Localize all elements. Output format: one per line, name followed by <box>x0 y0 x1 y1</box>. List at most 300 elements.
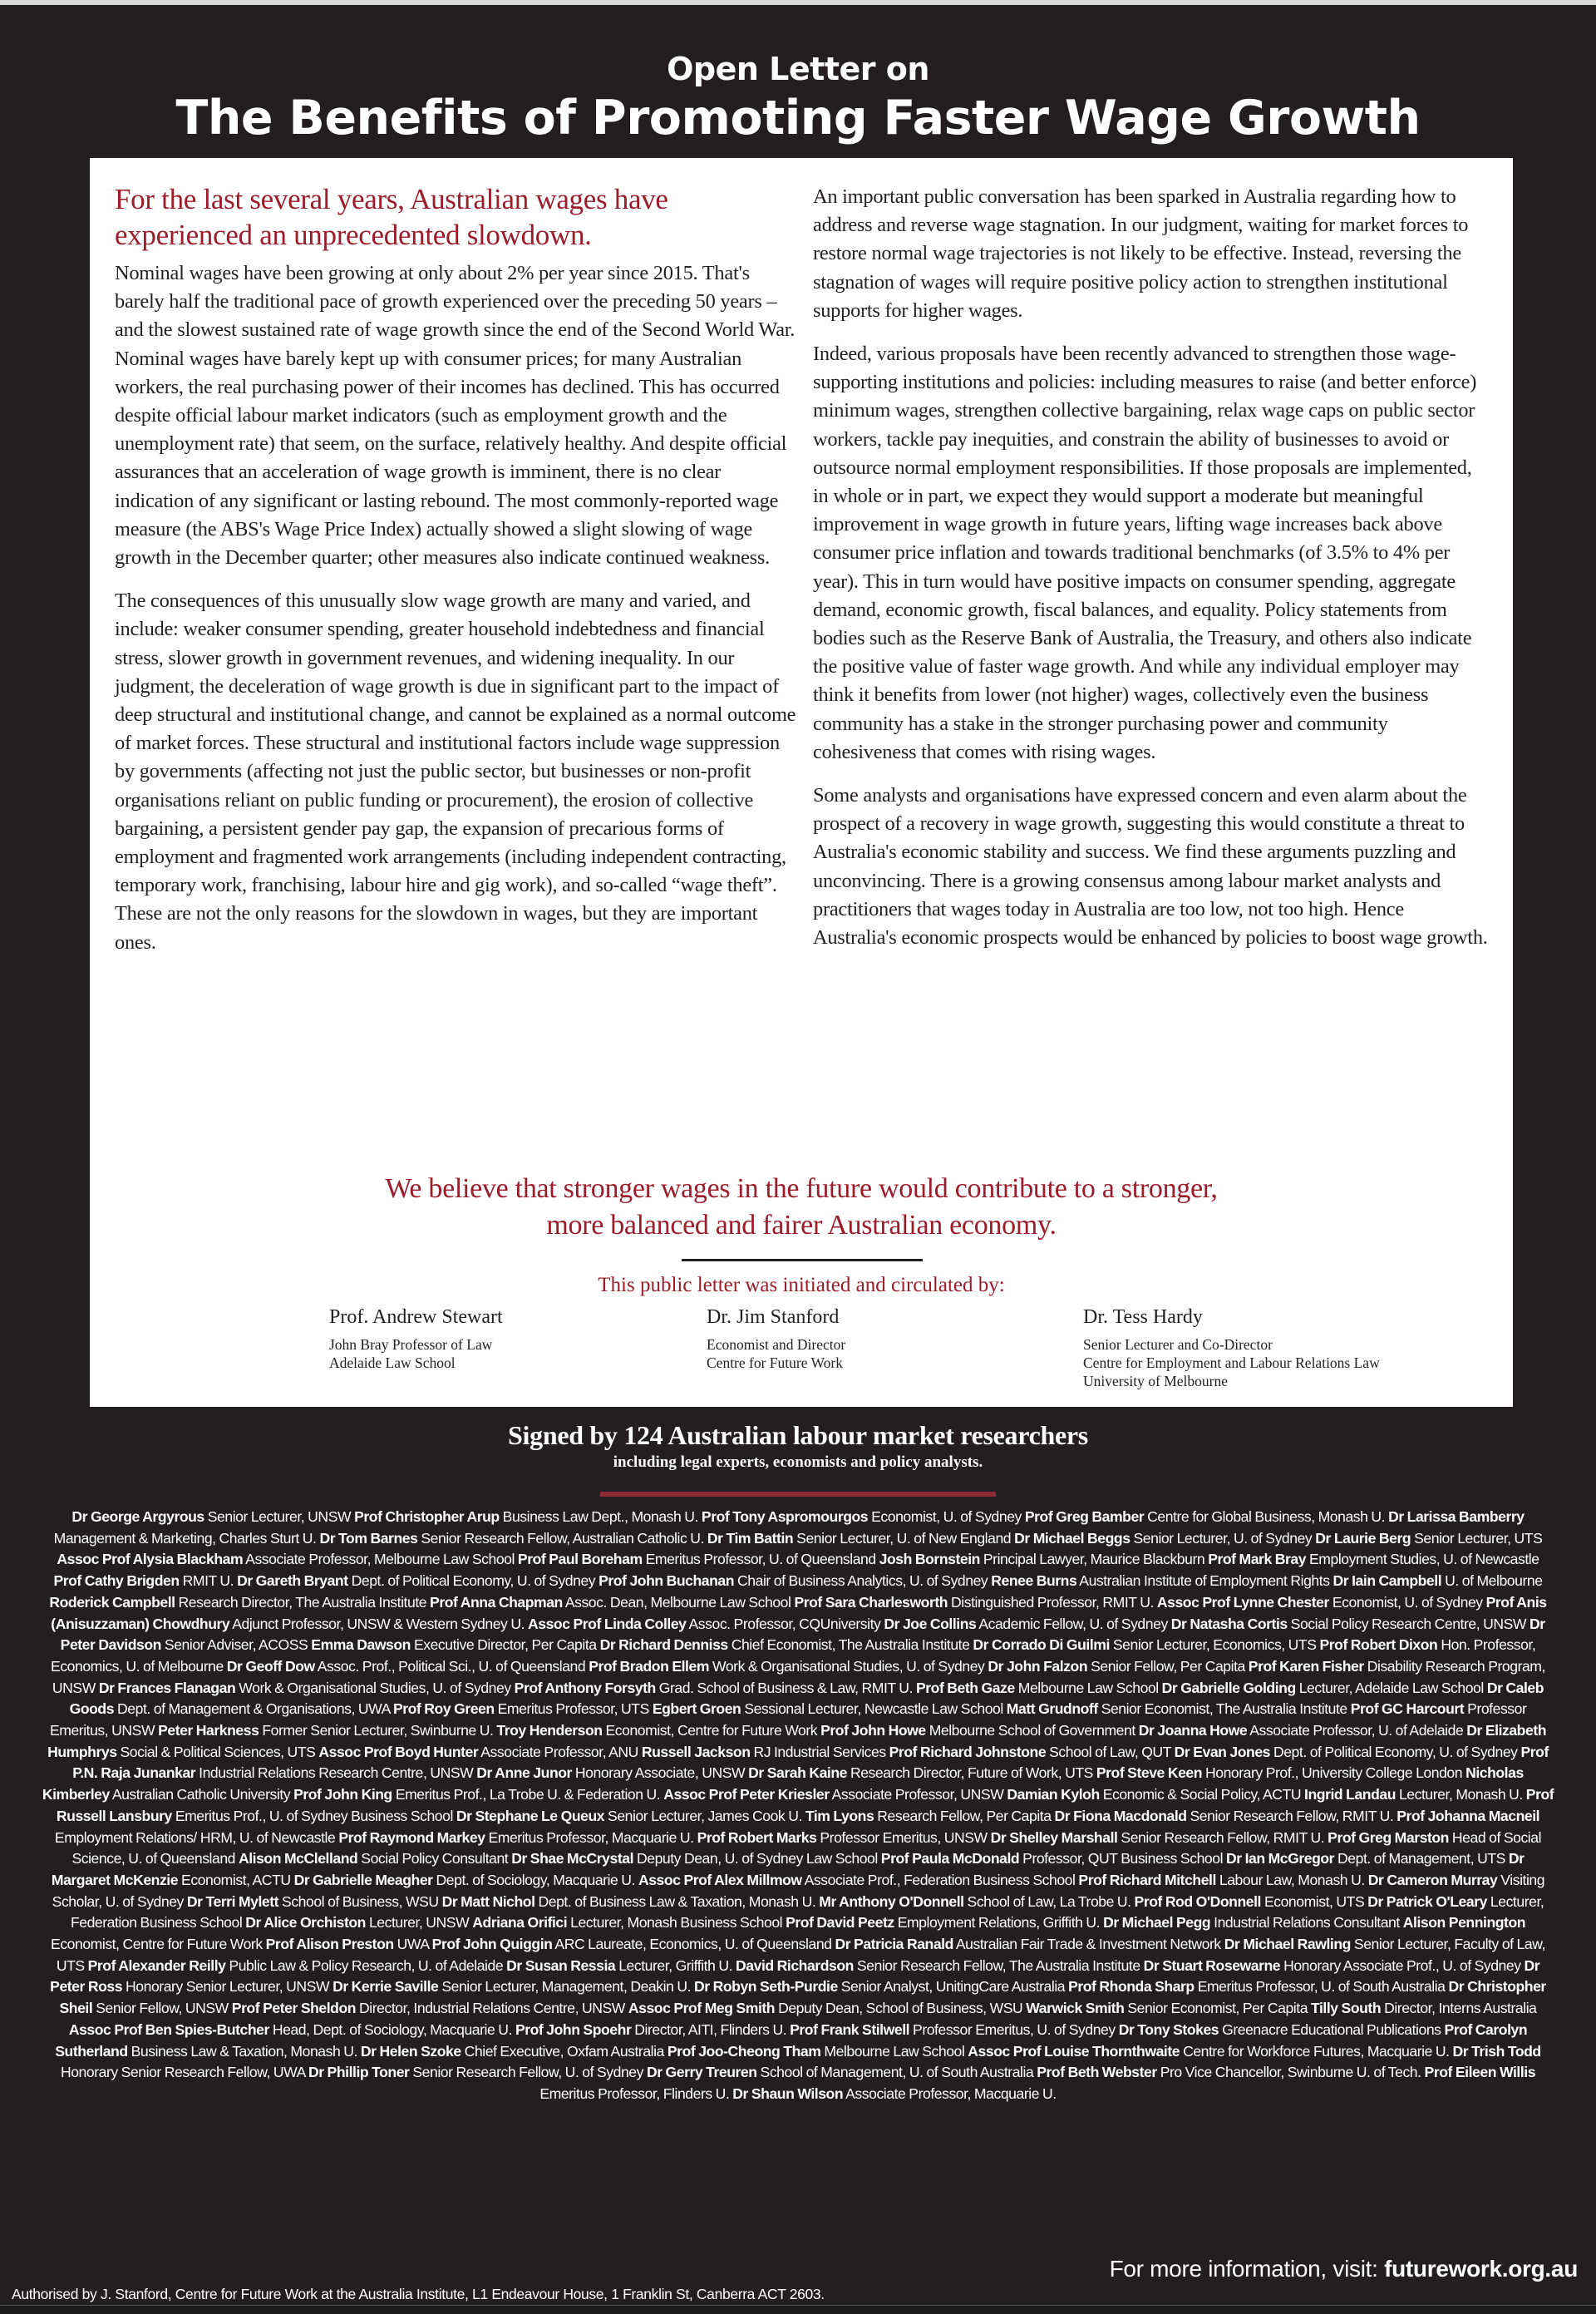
signatory <box>1078 1872 1364 1888</box>
signatory-affiliation: Social Policy Research Centre, UNSW <box>1290 1615 1527 1632</box>
signatory-name: Dr Frances Flanagan <box>98 1679 236 1696</box>
signatory-affiliation: Greenacre Educational Publications <box>1222 2020 1441 2038</box>
signatory-name: Dr Gabrielle Golding <box>1161 1679 1296 1696</box>
signatory-affiliation: Professor Emeritus, UNSW <box>820 1828 988 1846</box>
signatory-name: Dr Peter Davidson <box>60 1615 1545 1654</box>
signatory-affiliation: RMIT U. <box>182 1572 234 1590</box>
signatory-affiliation: Visiting Scholar, U. of Sydney <box>52 1871 1545 1910</box>
signatory-name: Assoc Prof Meg Smith <box>628 2000 776 2017</box>
signatory <box>819 1893 1130 1910</box>
signatory-affiliation: Senior Research Fellow, RMIT U. <box>1121 1828 1325 1846</box>
signatory <box>1144 1957 1521 1974</box>
signatory-affiliation: Lecturer, Monash U. <box>1398 1786 1523 1803</box>
signatory-name: Prof Carolyn Sutherland <box>55 2020 1528 2060</box>
signatory-affiliation: School of Management, U. of South Australia <box>760 2064 1034 2081</box>
signatory <box>311 1636 596 1653</box>
signatory <box>653 1700 1003 1717</box>
signatory <box>354 1508 698 1525</box>
signatory <box>736 1957 1140 1974</box>
signatory-affiliation: Head of Social Science, U. of Queensland <box>71 1828 1542 1867</box>
initiator-role: Centre for Employment and Labour Relations Law <box>1083 1354 1380 1371</box>
signatory <box>338 1829 693 1846</box>
initiator-name: Dr. Tess Hardy <box>1083 1306 1203 1328</box>
signatory-name: Prof Anis (Anisuzzaman) Chowdhury <box>51 1593 1547 1632</box>
signatory <box>702 1508 1022 1525</box>
signatory-affiliation: Senior Research Fellow, Australian Catholic U. <box>421 1529 704 1547</box>
signatory-name: Prof John King <box>293 1786 392 1803</box>
signatory-name: Prof Robert Marks <box>697 1828 817 1846</box>
signatory-affiliation: Melbourne Law School <box>824 2042 965 2060</box>
signatory-affiliation: Grad. School of Business & Law, RMIT U. <box>658 1679 914 1696</box>
signatory-affiliation: Chief Executive, Oxfam Australia <box>464 2042 664 2060</box>
signatory <box>884 1616 1167 1632</box>
signatory <box>638 1872 1076 1888</box>
signatory <box>237 1572 595 1589</box>
signatory-name: Prof Alexander Reilly <box>87 1956 226 1974</box>
signatory-affiliation: UWA <box>397 1936 429 1953</box>
initiator-block <box>707 1304 845 1372</box>
signatory-affiliation: Academic Fellow, U. of Sydney <box>978 1615 1168 1632</box>
signatory-affiliation: Senior Economist, Per Capita <box>1127 2000 1308 2017</box>
signatory <box>308 2064 643 2080</box>
signatory <box>794 1594 1153 1611</box>
signatory <box>1007 1786 1301 1803</box>
signatory-name: Dr Corrado Di Guilmi <box>973 1636 1110 1654</box>
signatory-name: Assoc Prof Peter Kriesler <box>663 1786 830 1803</box>
signatory-name: Prof Greg Marston <box>1328 1828 1449 1846</box>
signatory-affiliation: Professor Emeritus, UNSW <box>49 1700 1527 1739</box>
signatory-affiliation: Executive Director, Per Capita <box>413 1636 597 1654</box>
website-link[interactable]: futurework.org.au <box>1384 2256 1578 2282</box>
initiator-role: Adelaide Law School <box>329 1354 456 1371</box>
bottom-border <box>0 2305 1596 2314</box>
signatory <box>496 1722 817 1739</box>
signatory-name: Prof John Spoehr <box>515 2020 632 2038</box>
signatory-name: Prof Alison Preston <box>265 1936 394 1953</box>
signatory-name: Nicholas Kimberley <box>42 1764 1524 1803</box>
conclusion-statement <box>90 1171 1513 1244</box>
signatory <box>1175 1744 1518 1760</box>
initiator-name: Prof. Andrew Stewart <box>329 1306 503 1328</box>
signatory-name: Dr Geoff Dow <box>226 1657 315 1675</box>
signatory-affiliation: Economist, U. of Sydney <box>1332 1593 1483 1611</box>
signatory-name: Prof John Howe <box>820 1722 926 1739</box>
signatory-affiliation: Senior Fellow, UNSW <box>96 2000 229 2017</box>
signatory-affiliation: Senior Lecturer, UTS <box>1414 1529 1543 1547</box>
signatory-affiliation: Senior Lecturer, Faculty of Law, UTS <box>56 1936 1545 1974</box>
signatory <box>889 1744 1171 1760</box>
signatory-name: Dr Tom Barnes <box>319 1529 418 1547</box>
signatory <box>1333 1572 1543 1589</box>
signatory-affiliation: Senior Economist, The Australia Institute <box>1101 1700 1347 1718</box>
signatory-name: Dr Peter Ross <box>50 1956 1540 1996</box>
signatory-name: Dr Evan Jones <box>1174 1743 1271 1760</box>
signatory-name: Tim Lyons <box>805 1807 874 1824</box>
signatory-name: Dr Michael Beggs <box>1014 1529 1130 1547</box>
signatory-name: Alison Pennington <box>1402 1914 1526 1932</box>
letter-column-left <box>115 181 796 972</box>
signatory-affiliation: Former Senior Lecturer, Swinburne U. <box>262 1722 494 1739</box>
signatory <box>1162 1680 1484 1696</box>
signatory-affiliation: Senior Lecturer, U. of New England <box>796 1529 1012 1547</box>
signatory <box>1014 1530 1312 1547</box>
signatory <box>53 1572 234 1589</box>
signatory-affiliation: Australian Fair Trade & Investment Network <box>955 1936 1221 1953</box>
signatory-name: Dr Stuart Rosewarne <box>1143 1956 1281 1974</box>
signatory-affiliation: Associate Professor, ANU <box>480 1743 638 1760</box>
signatory-name: Assoc Prof Ben Spies-Butcher <box>68 2020 269 2038</box>
signatory-affiliation: Dept. of Management & Organisations, UWA <box>117 1700 390 1718</box>
signatory-name: Prof Rod O'Donnell <box>1134 1892 1261 1910</box>
signatory <box>1096 1764 1462 1781</box>
signatory-affiliation: Emeritus Professor, Macquarie U. <box>488 1828 694 1846</box>
signatory-affiliation: Economic & Social Policy, ACTU <box>1102 1786 1302 1803</box>
signatory-affiliation: Honorary Associate, UNSW <box>574 1764 746 1782</box>
signatory <box>835 1936 1220 1952</box>
signatory-name: Dr Patrick O'Leary <box>1367 1892 1487 1910</box>
signatory <box>1055 1808 1394 1824</box>
signatory-affiliation: Economist, ACTU <box>181 1871 291 1888</box>
body-paragraph: An important public conversation has been sparked in Australia regarding how to address and reverse wage stagnation. In our judgment, waiting for market forces to restore normal wage trajectories is not likely to be effective. Instead, reversing the stagnation of wages will require positive policy action to strengthen institutional supports for higher wages. <box>813 185 1469 322</box>
signatory-name: Dr Laurie Berg <box>1315 1529 1411 1547</box>
signatory <box>694 1978 1065 1995</box>
letter-column-right <box>813 183 1490 967</box>
divider <box>682 1259 923 1261</box>
signatory <box>472 1914 782 1931</box>
signatory <box>1157 1594 1483 1611</box>
signatory-affiliation: Senior Lecturer, James Cook U. <box>608 1807 802 1824</box>
signatory-name: Prof Peter Sheldon <box>231 2000 357 2017</box>
signatory-affiliation: Lecturer, Griffith U. <box>618 1956 733 1974</box>
signatory-name: Dr Patricia Ranald <box>835 1936 953 1953</box>
signatory-name: Prof Rhonda Sharp <box>1068 1978 1195 1996</box>
signatory-name: Warwick Smith <box>1026 2000 1125 2017</box>
initiated-by-label: This public letter was initiated and circulated by: <box>598 1274 1005 1296</box>
initiator-role: John Bray Professor of Law <box>329 1336 493 1353</box>
signatory-name: Dr Anne Junor <box>476 1764 572 1782</box>
signatory <box>476 1764 745 1781</box>
signatory-name: Prof Christopher Arup <box>354 1508 500 1525</box>
signatory-affiliation: Emeritus Professor, Flinders U. <box>539 2085 730 2102</box>
signatory <box>1135 1893 1365 1910</box>
top-border <box>0 0 1596 5</box>
signatory-name: Assoc Prof Alysia Blackham <box>57 1551 244 1568</box>
signatory-name: Prof Joo-Cheong Tham <box>667 2042 821 2060</box>
signatory <box>158 1722 493 1739</box>
signatory-name: Assoc Prof Lynne Chester <box>1156 1593 1329 1611</box>
signatory-affiliation: Adjunct Professor, UNSW & Western Sydney U. <box>232 1615 525 1632</box>
signatory-name: Dr George Argyrous <box>71 1508 204 1525</box>
signatory <box>332 1978 691 1995</box>
signatory-affiliation: Senior Fellow, Per Capita <box>1091 1657 1245 1675</box>
signatory <box>294 1872 635 1888</box>
signatory-name: Dr Gabrielle Meagher <box>293 1871 433 1888</box>
signatory-name: Dr Iain Campbell <box>1332 1572 1442 1590</box>
signatory-name: Dr Matt Nichol <box>441 1892 535 1910</box>
signatory-name: Alison McClelland <box>238 1850 358 1867</box>
signatory-affiliation: Head, Dept. of Sociology, Macquarie U. <box>272 2020 512 2038</box>
signatory-affiliation: Employment Studies, U. of Newcastle <box>1309 1551 1539 1568</box>
signatory-affiliation: Senior Lecturer, Management, Deakin U. <box>441 1978 692 1996</box>
signatory-name: Troy Henderson <box>496 1722 603 1739</box>
signatory-name: Prof Tony Aspromourgos <box>701 1508 869 1525</box>
signatory-name: David Richardson <box>736 1956 854 1974</box>
signatory <box>239 1850 508 1867</box>
signatory-name: Assoc Prof Alex Millmow <box>638 1871 802 1888</box>
lead-statement: For the last several years, Australian wages have experienced an unprecedented slowdown. <box>115 183 668 251</box>
signatory <box>1226 1850 1505 1867</box>
signatory-affiliation: Assoc. Prof., Political Sci., U. of Queensland <box>317 1657 586 1675</box>
signatory-affiliation: Director, Industrial Relations Centre, UNSW <box>359 2000 625 2017</box>
signatory-name: Prof Karen Fisher <box>1248 1657 1364 1675</box>
initiator-role: Economist and Director <box>707 1336 846 1353</box>
signatory-affiliation: Distinguished Professor, RMIT U. <box>951 1593 1154 1611</box>
signatory <box>667 2043 964 2060</box>
signatory <box>748 1764 1093 1781</box>
signatory <box>697 1829 988 1846</box>
signatory-name: Prof Paul Boreham <box>517 1551 643 1568</box>
signatory-name: Renee Burns <box>991 1572 1077 1590</box>
signatory-affiliation: Assoc. Professor, CQUniversity <box>688 1615 881 1632</box>
signatory <box>99 1680 511 1696</box>
signatory-affiliation: Dept. of Business Law & Taxation, Monash U. <box>538 1892 816 1910</box>
signatory-affiliation: Social & Political Sciences, UTS <box>120 1743 316 1760</box>
signatory-name: Egbert Groen <box>652 1700 741 1718</box>
signatory-affiliation: Lecturer, Adelaide Law School <box>1298 1679 1484 1696</box>
signatory <box>786 1914 1100 1931</box>
signatory-affiliation: Economist, Centre for Future Work <box>51 1936 263 1953</box>
signatory-affiliation: Senior Lecturer, UNSW <box>207 1508 352 1525</box>
signatory <box>642 1744 886 1760</box>
signatory-name: Dr Robyn Seth-Purdie <box>694 1978 838 1996</box>
signatory <box>598 1572 988 1589</box>
signatory <box>1315 1530 1542 1547</box>
signatory <box>991 1572 1329 1589</box>
signatory-name: Prof Johanna Macneil <box>1396 1807 1540 1824</box>
signatory-affiliation: Industrial Relations Research Centre, UNSW <box>199 1764 474 1782</box>
signatory-affiliation: Senior Research Fellow, U. of Sydney <box>412 2064 643 2081</box>
signatory <box>245 1914 469 1931</box>
signatory-name: Prof Beth Gaze <box>915 1679 1015 1696</box>
signatory-name: Dr Sarah Kaine <box>748 1764 847 1782</box>
signatory <box>227 1658 585 1675</box>
signatory-affiliation: Public Law & Policy Research, U. of Adelaide <box>229 1956 504 1974</box>
signatory <box>49 1594 426 1611</box>
signed-subheading: including legal experts, economists and policy analysts. <box>613 1453 983 1471</box>
more-info-label: For more information, visit: <box>1109 2256 1378 2282</box>
signatory-name: Ingrid Landau <box>1304 1786 1396 1803</box>
signatory <box>518 1551 876 1567</box>
more-info <box>1110 2255 1578 2283</box>
signatory-name: Dr Alice Orchiston <box>245 1914 366 1932</box>
signatory <box>515 2021 786 2038</box>
signatory-affiliation: School of Law, QUT <box>1049 1743 1171 1760</box>
signatory-affiliation: Honorary Associate Prof., U. of Sydney <box>1283 1956 1521 1974</box>
signatory <box>506 1957 732 1974</box>
signatory-affiliation: Australian Catholic University <box>111 1786 291 1803</box>
signatory-affiliation: Professor, QUT Business School <box>1022 1850 1224 1867</box>
body-paragraph: Nominal wages have been growing at only about 2% per year since 2015. That's barely half the traditional pace of growth experienced over the preceding 50 years – and the slowest sustained rate of wage growth since the end of the Second World War. Nominal wages have barely kept up with consumer prices; for many Australian workers, the real purchasing power of their incomes has declined. This has occurred despite official labour market indicators (such as employment growth and the unemployment rate) that seem, on the surface, relatively healthy. And despite official assurances that an acceleration of wage growth is imminent, there is no clear indication of any significant or lasting rebound. The most commonly-reported wage measure (the ABS's Wage Price Index) actually showed a slight slowing of wage growth in the December quarter; other measures also indicate continued weakness. <box>115 262 796 570</box>
signatory-name: Prof Richard Mitchell <box>1078 1871 1216 1888</box>
signatory <box>430 1594 791 1611</box>
signatory-affiliation: Senior Adviser, ACOSS <box>164 1636 308 1654</box>
signatory <box>991 1829 1325 1846</box>
signatory-affiliation: Management & Marketing, Charles Sturt U. <box>53 1529 317 1547</box>
signatory-affiliation: Associate Professor, UNSW <box>831 1786 1004 1803</box>
signatory-affiliation: Director, Interns Australia <box>1384 2000 1537 2017</box>
signatory-affiliation: ARC Laureate, Economics, U. of Queensland <box>554 1936 832 1953</box>
signatory-name: Prof Roy Green <box>392 1700 495 1718</box>
authorisation-notice: Authorised by J. Stanford, Centre for Future Work at the Australia Institute, L1 Endeavour House, 1 Franklin St, Canberra ACT 2603. <box>12 2286 825 2302</box>
signatory-affiliation: Dept. of Management, UTS <box>1337 1850 1505 1867</box>
signatory-name: Dr Natasha Cortis <box>1170 1615 1288 1632</box>
header-kicker: Open Letter on <box>667 51 929 87</box>
signatory-name: Prof Bradon Ellem <box>589 1657 710 1675</box>
signatory-name: Peter Harkness <box>158 1722 259 1739</box>
signatory <box>1304 1786 1523 1803</box>
signatory <box>628 2000 1022 2016</box>
signed-heading: Signed by 124 Australian labour market researchers <box>508 1420 1088 1450</box>
signatory-affiliation: Research Director, Future of Work, UTS <box>850 1764 1093 1782</box>
signatory-affiliation: Associate Professor, U. of Adelaide <box>1249 1722 1464 1739</box>
signatory-affiliation: Research Fellow, Per Capita <box>877 1807 1052 1824</box>
signatory-name: Dr Caleb Goods <box>69 1679 1544 1718</box>
signatory-name: Prof Raymond Markey <box>338 1828 485 1846</box>
signatory-name: Emma Dawson <box>311 1636 411 1654</box>
signatory-name: Dr Trish Todd <box>1452 2042 1541 2060</box>
signatory-affiliation: Economist, UTS <box>1264 1892 1365 1910</box>
signatory <box>71 1508 351 1525</box>
signatory-name: Mr Anthony O'Donnell <box>819 1892 964 1910</box>
signatory-affiliation: Hon. Professor, Economics, U. of Melbourne <box>51 1636 1536 1675</box>
letter-body-panel <box>90 158 1513 1407</box>
signatory-name: Dr Susan Ressia <box>506 1956 616 1974</box>
signatory-name: Prof P.N. Raja Junankar <box>72 1743 1549 1782</box>
signatory-name: Prof Russell Lansbury <box>56 1786 1554 1824</box>
initiator-block <box>1083 1304 1380 1390</box>
signatory-name: Prof David Peetz <box>786 1914 894 1932</box>
signatory-affiliation: Emeritus Prof., La Trobe U. & Federation U. <box>395 1786 661 1803</box>
signatory-affiliation: Emeritus Professor, UTS <box>497 1700 649 1718</box>
signatory <box>732 2085 1056 2102</box>
signatory-affiliation: Professor Emeritus, U. of Sydney <box>913 2020 1116 2038</box>
signatory-affiliation: Senior Research Fellow, RMIT U. <box>1190 1807 1394 1824</box>
signatory-name: Dr Shaun Wilson <box>732 2085 844 2102</box>
initiator-role: Centre for Future Work <box>707 1354 843 1371</box>
page-title: The Benefits of Promoting Faster Wage Growth <box>175 91 1421 146</box>
body-paragraph: Some analysts and organisations have expressed concern and even alarm about the prospect of a recovery in wage growth, suggesting this would constitute a threat to Australia's economic stability and success. We find these arguments puzzling and unconvincing. There is a growing consensus among labour market analysts and practitioners that wages today in Australia are too low, not too high. Hence Australia's economic prospects would be enhanced by policies to boost wage growth. <box>813 784 1488 950</box>
signatory-name: Prof Paula McDonald <box>880 1850 1020 1867</box>
signatory-name: Roderick Campbell <box>49 1593 175 1611</box>
signatory-name: Matt Grudnoff <box>1006 1700 1098 1718</box>
signatory <box>1208 1551 1539 1567</box>
signatory <box>663 1786 1003 1803</box>
signatory-affiliation: Chair of Business Analytics, U. of Sydney <box>737 1572 988 1590</box>
signatory-name: Prof John Buchanan <box>598 1572 735 1590</box>
signatory-affiliation: Senior Research Fellow, The Australia Institute <box>856 1956 1140 1974</box>
signatory-name: Dr Christopher Sheil <box>59 1978 1546 2017</box>
signatory-name: Prof Mark Bray <box>1208 1551 1307 1568</box>
signatory-name: Prof Cathy Brigden <box>53 1572 180 1590</box>
signatory-name: Dr Tony Stokes <box>1118 2020 1219 2038</box>
signatory <box>456 1808 802 1824</box>
signatory-affiliation: Sessional Lecturer, Newcastle Law School <box>744 1700 1003 1718</box>
signatory-affiliation: Social Policy Consultant <box>361 1850 509 1867</box>
signatory-name: Dr Phillip Toner <box>308 2064 410 2081</box>
signatory <box>1026 2000 1308 2016</box>
signatory <box>805 1808 1052 1824</box>
signatory-affiliation: Economist, U. of Sydney <box>871 1508 1022 1525</box>
signatory-affiliation: Melbourne Law School <box>1017 1679 1159 1696</box>
signatory <box>1007 1700 1347 1717</box>
signatory-name: Dr Ian McGregor <box>1225 1850 1335 1867</box>
signatory-name: Prof Greg Bamber <box>1024 1508 1145 1525</box>
signatory-name: Prof Anthony Forsyth <box>514 1679 656 1696</box>
signatory <box>1311 2000 1537 2016</box>
letter-header <box>0 48 1596 146</box>
signatory-affiliation: Business Law & Taxation, Monash U. <box>131 2042 357 2060</box>
signatory-name: Dr Tim Battin <box>707 1529 794 1547</box>
signatory-affiliation: School of Law, La Trobe U. <box>967 1892 1131 1910</box>
signatory-name: Prof Steve Keen <box>1096 1764 1203 1782</box>
signatory <box>1139 1722 1464 1739</box>
signatory-name: Dr John Falzon <box>988 1657 1088 1675</box>
signatory-name: Dr Joanna Howe <box>1138 1722 1248 1739</box>
signatory <box>293 1786 660 1803</box>
signatory-name: Prof Eileen Willis <box>1424 2064 1536 2081</box>
signatory-name: Dr Gerry Treuren <box>646 2064 757 2081</box>
signatory <box>1037 2064 1421 2080</box>
signatory-affiliation: Industrial Relations Consultant <box>1214 1914 1400 1932</box>
signatory-affiliation: Emeritus Professor, U. of South Australia <box>1197 1978 1446 1996</box>
signatory-affiliation: Lecturer, Monash Business School <box>570 1914 783 1932</box>
signatory <box>589 1658 984 1675</box>
signatory <box>187 1893 439 1910</box>
signatory <box>232 2000 625 2016</box>
signatory <box>600 1636 970 1653</box>
signatory-name: Prof Robert Dixon <box>1319 1636 1438 1654</box>
initiator-role: Senior Lecturer and Co-Director <box>1083 1336 1273 1353</box>
signatory-affiliation: Employment Relations, Griffith U. <box>897 1914 1101 1932</box>
signatory <box>1068 1978 1445 1995</box>
signatory-name: Dr Shae McCrystal <box>511 1850 634 1867</box>
signatory-name: Dr Stephane Le Queux <box>456 1807 605 1824</box>
signatory-affiliation: Disability Research Program, UNSW <box>52 1657 1545 1696</box>
signatory-name: Dr Gareth Bryant <box>237 1572 348 1590</box>
signatory <box>881 1850 1223 1867</box>
signatory <box>988 1658 1244 1675</box>
signatory-name: Josh Bornstein <box>879 1551 980 1568</box>
signatory-name: Dr Michael Pegg <box>1103 1914 1211 1932</box>
signatory <box>968 2043 1449 2060</box>
signatory <box>1171 1616 1526 1632</box>
signatory <box>511 1850 878 1867</box>
signatory-affiliation: Emeritus Professor, U. of Queensland <box>645 1551 876 1568</box>
signatory-affiliation: RJ Industrial Services <box>753 1743 886 1760</box>
signatory-affiliation: Labour Law, Monash U. <box>1219 1871 1365 1888</box>
signatory-name: Dr Cameron Murray <box>1367 1871 1498 1888</box>
signatory-affiliation: Work & Organisational Studies, U. of Sydney <box>239 1679 511 1696</box>
signatory-name: Prof Richard Johnstone <box>889 1743 1047 1760</box>
signatory-affiliation: Senior Lecturer, Economics, UTS <box>1112 1636 1317 1654</box>
signatory-affiliation: Senior Analyst, UnitingCare Australia <box>840 1978 1066 1996</box>
signatory-name: Dr Helen Szoke <box>360 2042 461 2060</box>
signatory-name: Dr Larissa Bamberry <box>1388 1508 1525 1525</box>
signatory-name: Dr Joe Collins <box>884 1615 977 1632</box>
signatory <box>266 1936 429 1952</box>
initiator-role: University of Melbourne <box>1083 1373 1228 1389</box>
signatory-affiliation: Associate Prof., Federation Business School <box>804 1871 1076 1888</box>
